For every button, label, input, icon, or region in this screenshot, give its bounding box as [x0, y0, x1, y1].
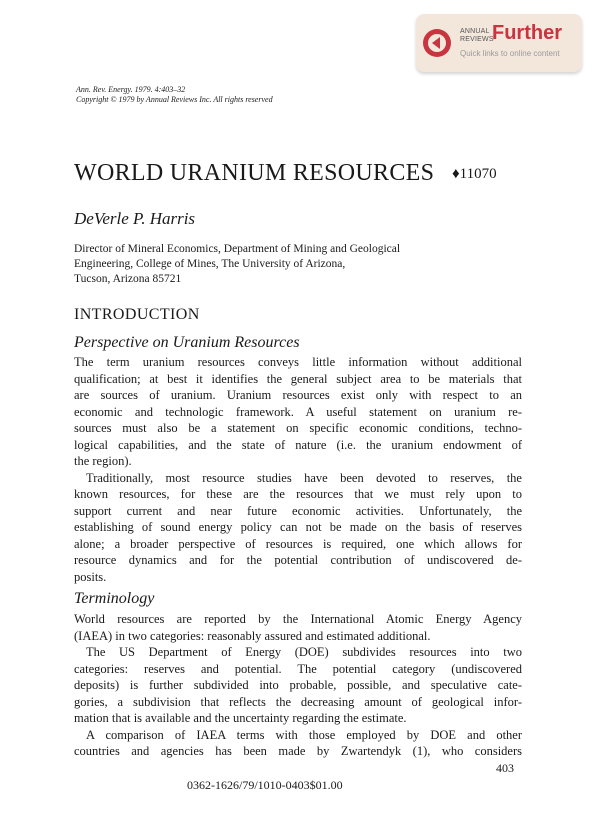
badge-further-label: Further: [492, 22, 562, 44]
annual-reviews-logo-icon: [422, 28, 452, 58]
author-name: DeVerle P. Harris: [74, 209, 196, 228]
badge-publisher: ANNUAL REVIEWS: [460, 28, 494, 43]
further-badge[interactable]: [416, 14, 582, 72]
page-number: 403: [496, 761, 514, 775]
subsection-heading-perspective: Perspective on Uranium Resources: [74, 334, 300, 351]
copyright-line: Copyright © 1979 by Annual Reviews Inc. All rights reserved: [76, 95, 273, 104]
badge-tagline: Quick links to online content: [460, 49, 560, 58]
journal-citation: Ann. Rev. Energy. 1979. 4:403–32 Copyright © 1979 by Annual Reviews Inc. All rights reserved: [76, 85, 273, 104]
author-affiliation: Director of Mineral Economics, Department of Mining and Geological Engineering, College of Mines, The University of Arizona, Tucson, Arizona 85721: [74, 243, 401, 285]
section-heading-introduction: INTRODUCTION: [74, 306, 200, 323]
article-title: WORLD URANIUM RESOURCES: [74, 160, 435, 186]
subsection-heading-terminology: Terminology: [74, 590, 155, 607]
article-code: ♦11070: [452, 166, 497, 182]
paragraph-terminology: World resources are reported by the International Atomic Energy Agency (IAEA) in two categories: reasonably assured and estimated additional. The US Department of Energy (DOE) subdivides resources into two categories: reserves and potential. The potential category (undiscovered deposits) is further subdivided into probable, possible, and speculative cate- gories, a subdivision that reflects the decreasing amount of geological infor- mation that is available and the uncertainty regarding the estimate. A comparison of IAEA terms with those employed by DOE and other countries and agencies has been made by Zwartendyk (1), who considers: [74, 612, 522, 758]
footer-code: 0362-1626/79/1010-0403$01.00: [187, 778, 343, 792]
paragraph-perspective: The term uranium resources conveys little information without additional qualification; at best it identifies the general subject area to be materials that are sources of uranium. Uranium resources exist only with respect to an economic and technologic framework. A useful statement on uranium re- sources must also be a statement on specific economic conditions, techno- logical capabilities, and the state of nature (i.e. the uranium endowment of the region). Traditionally, most resource studies have been devoted to reserves, the known resources, for these are the resources that we must rely upon to support current and near future economic activities. Unfortunately, the establishing of sound energy policy can not be made on the basis of reserves alone; a broader perspective of resources is required, one which allows for resource dynamics and for the potential contribution of undiscovered de- posits.: [74, 355, 522, 584]
